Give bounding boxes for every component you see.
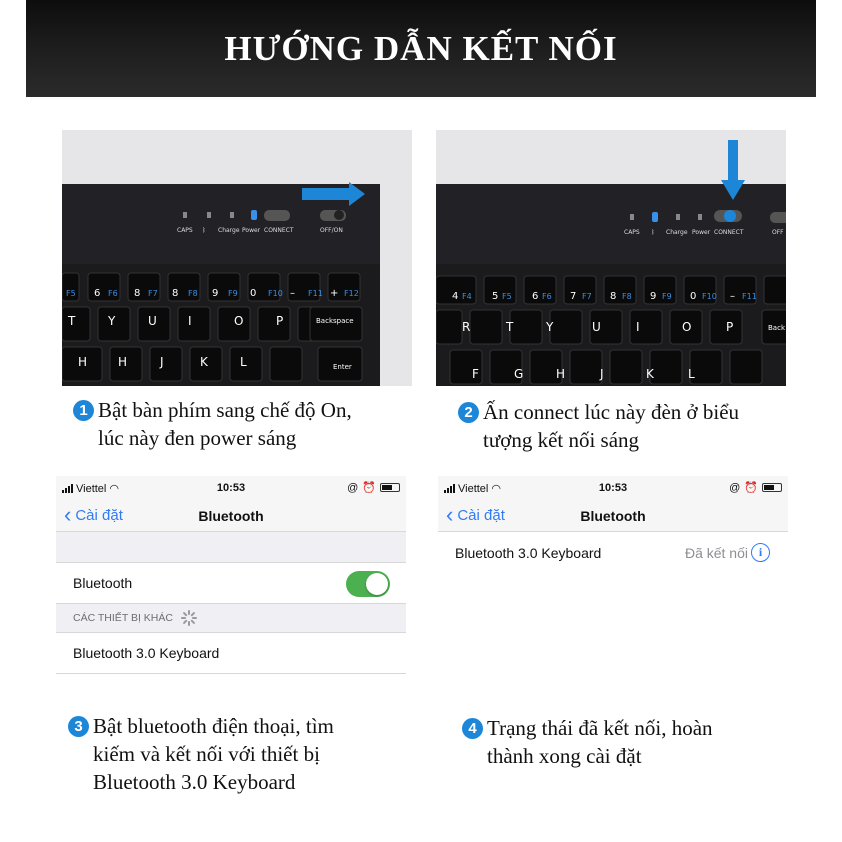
- svg-text:6: 6: [94, 288, 101, 299]
- svg-text:8: 8: [172, 288, 179, 299]
- step-text: Bật bluetooth điện thoại, tìm kiếm và kết nối với thiết bị Bluetooth 3.0 Keyboard: [93, 714, 334, 794]
- svg-text:Charge: Charge: [218, 227, 240, 234]
- keyboard-connect-illustration: [436, 130, 786, 386]
- svg-text:0: 0: [690, 291, 697, 302]
- battery-icon: [762, 483, 782, 492]
- location-icon: @: [347, 481, 359, 494]
- bluetooth-toggle-row: [56, 563, 406, 604]
- svg-text:L: L: [240, 355, 247, 369]
- svg-text:CONNECT: CONNECT: [264, 227, 294, 234]
- svg-text:Y: Y: [108, 314, 116, 328]
- device-name: Bluetooth 3.0 Keyboard: [455, 544, 602, 561]
- svg-text:J: J: [160, 355, 164, 369]
- svg-text:F7: F7: [582, 292, 592, 301]
- keyboard-on-illustration: [62, 130, 412, 386]
- svg-text:F9: F9: [228, 289, 238, 298]
- step-2: [458, 398, 739, 454]
- svg-text:ᛒ: ᛒ: [202, 227, 206, 234]
- svg-text:H: H: [556, 367, 566, 381]
- svg-text:+: +: [330, 288, 339, 299]
- svg-text:F5: F5: [66, 289, 76, 298]
- svg-text:0: 0: [250, 288, 257, 299]
- carrier-name: Viettel: [76, 482, 107, 495]
- alarm-icon: ⏰: [744, 482, 758, 494]
- nav-bar: [438, 500, 788, 532]
- step-text: Ấn connect lúc này đèn ở biểu tượng kết nối sáng: [483, 400, 740, 452]
- svg-text:T: T: [506, 320, 514, 334]
- device-row[interactable]: [56, 633, 406, 674]
- svg-text:Charge: Charge: [666, 229, 688, 236]
- svg-text:OFF/ON: OFF/ON: [320, 227, 343, 234]
- svg-text:H: H: [118, 355, 128, 369]
- phone-screen-connected: [438, 476, 788, 573]
- back-label: Cài đặt: [457, 506, 505, 524]
- svg-text:F9: F9: [662, 292, 672, 301]
- svg-text:P: P: [276, 314, 284, 328]
- step-number-badge: 1: [73, 400, 94, 421]
- step-number-badge: 4: [462, 718, 483, 739]
- svg-text:K: K: [200, 355, 208, 369]
- svg-text:O: O: [682, 320, 692, 334]
- carrier-name: Viettel: [458, 482, 489, 495]
- svg-text:F5: F5: [502, 292, 512, 301]
- nav-bar: [56, 500, 406, 532]
- svg-text:F11: F11: [742, 292, 757, 301]
- svg-text:F10: F10: [268, 289, 283, 298]
- svg-text:F6: F6: [542, 292, 552, 301]
- step-text: Bật bàn phím sang chế độ On, lúc này đen power sáng: [98, 398, 352, 450]
- svg-text:I: I: [188, 314, 192, 328]
- section-title: CÁC THIẾT BỊ KHÁC: [73, 612, 173, 624]
- keyboard-image-connect: [436, 130, 786, 386]
- location-icon: @: [729, 481, 741, 494]
- svg-text:9: 9: [212, 288, 219, 299]
- bluetooth-toggle[interactable]: [346, 571, 390, 597]
- svg-text:Backspace: Backspace: [316, 317, 354, 325]
- chevron-left-icon: ‹: [64, 502, 72, 527]
- step-text: Trạng thái đã kết nối, hoàn thành xong cài đặt: [487, 716, 713, 768]
- svg-text:F6: F6: [108, 289, 118, 298]
- connected-device-row[interactable]: [438, 532, 788, 573]
- toggle-knob: [366, 573, 388, 595]
- step-1: [73, 396, 352, 452]
- svg-text:J: J: [600, 367, 604, 381]
- svg-text:H: H: [78, 355, 88, 369]
- svg-text:OFF: OFF: [772, 229, 784, 236]
- svg-text:K: K: [646, 367, 654, 381]
- header-banner: [26, 0, 816, 97]
- svg-text:–: –: [730, 291, 735, 302]
- info-icon[interactable]: i: [751, 543, 770, 562]
- svg-text:4: 4: [452, 291, 459, 302]
- svg-text:G: G: [514, 367, 524, 381]
- other-devices-header: [56, 604, 406, 633]
- status-time: 10:53: [216, 482, 246, 494]
- nav-title: Bluetooth: [580, 508, 646, 524]
- status-time: 10:53: [598, 482, 628, 494]
- page-title: HƯỚNG DẪN KẾT NỐI: [224, 28, 618, 68]
- status-bar: [56, 476, 406, 500]
- svg-text:Y: Y: [546, 320, 554, 334]
- battery-icon: [380, 483, 400, 492]
- step-number-badge: 2: [458, 402, 479, 423]
- chevron-left-icon: ‹: [446, 502, 454, 527]
- svg-text:L: L: [688, 367, 695, 381]
- step-4: [462, 714, 713, 770]
- svg-text:8: 8: [610, 291, 617, 302]
- status-bar: [438, 476, 788, 500]
- svg-text:F11: F11: [308, 289, 323, 298]
- phone-screen-search: [56, 476, 406, 674]
- svg-text:F12: F12: [344, 289, 359, 298]
- device-name: Bluetooth 3.0 Keyboard: [73, 645, 220, 661]
- svg-text:6: 6: [532, 291, 539, 302]
- status-right: [729, 481, 782, 494]
- svg-text:F7: F7: [148, 289, 158, 298]
- section-spacer: [56, 532, 406, 563]
- loading-spinner-icon: [181, 610, 197, 626]
- alarm-icon: ⏰: [362, 482, 376, 494]
- svg-text:Power: Power: [242, 227, 261, 234]
- svg-text:I: I: [636, 320, 640, 334]
- svg-text:T: T: [68, 314, 76, 328]
- svg-text:F4: F4: [462, 292, 472, 301]
- svg-text:Enter: Enter: [333, 363, 352, 371]
- svg-text:CONNECT: CONNECT: [714, 229, 744, 236]
- svg-text:9: 9: [650, 291, 657, 302]
- svg-text:Power: Power: [692, 229, 711, 236]
- svg-text:U: U: [148, 314, 157, 328]
- svg-text:F10: F10: [702, 292, 717, 301]
- svg-text:U: U: [592, 320, 601, 334]
- svg-text:5: 5: [492, 291, 499, 302]
- svg-text:CAPS: CAPS: [177, 227, 193, 234]
- svg-text:ᛒ: ᛒ: [651, 229, 655, 236]
- wifi-icon: ◠: [109, 483, 119, 495]
- connection-status: Đã kết nối: [684, 544, 748, 561]
- svg-text:P: P: [726, 320, 734, 334]
- step-3: [68, 712, 334, 796]
- status-right: [347, 481, 400, 494]
- keyboard-image-on: [62, 130, 412, 386]
- svg-text:O: O: [234, 314, 244, 328]
- svg-text:F8: F8: [622, 292, 632, 301]
- svg-text:F8: F8: [188, 289, 198, 298]
- step-number-badge: 3: [68, 716, 89, 737]
- svg-text:R: R: [462, 320, 471, 334]
- nav-title: Bluetooth: [198, 508, 264, 524]
- bluetooth-label: Bluetooth: [73, 575, 133, 591]
- back-label: Cài đặt: [75, 506, 123, 524]
- svg-text:CAPS: CAPS: [624, 229, 640, 236]
- svg-text:8: 8: [134, 288, 141, 299]
- wifi-icon: ◠: [491, 483, 501, 495]
- svg-text:7: 7: [570, 291, 577, 302]
- svg-text:–: –: [290, 288, 295, 299]
- svg-text:Back: Back: [768, 324, 785, 332]
- svg-text:F: F: [472, 367, 479, 381]
